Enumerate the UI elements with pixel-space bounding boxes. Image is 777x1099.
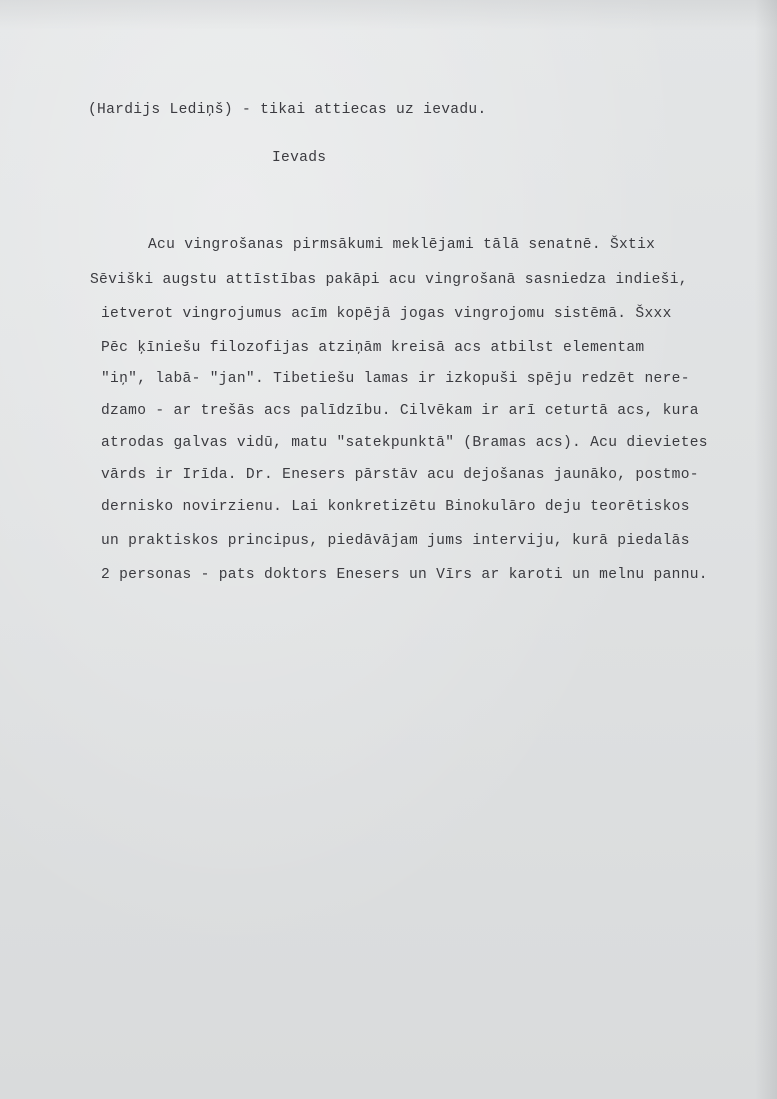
paper-edge-shadow xyxy=(755,0,777,1099)
body-line: dernisko novirzienu. Lai konkretizētu Binokulāro deju teorētiskos xyxy=(101,499,690,515)
document-title: Ievads xyxy=(272,150,327,166)
body-line: un praktiskos principus, piedāvājam jums interviju, kurā piedalās xyxy=(101,533,690,549)
body-line: Acu vingrošanas pirmsākumi meklējami tālā senatnē. Šxtix xyxy=(148,237,656,253)
document-header: (Hardijs Lediņš) - tikai attiecas uz ievadu. xyxy=(88,102,487,118)
body-line: Pēc ķīniešu filozofijas atziņām kreisā acs atbilst elementam xyxy=(101,340,645,356)
body-line: ietverot vingrojumus acīm kopējā jogas vingrojomu sistēmā. Šxxx xyxy=(101,306,672,322)
body-line: atrodas galvas vidū, matu "satekpunktā" (Bramas acs). Acu dievietes xyxy=(101,435,708,451)
body-line: dzamo - ar trešās acs palīdzību. Cilvēkam ir arī ceturtā acs, kura xyxy=(101,403,699,419)
body-line: vārds ir Irīda. Dr. Enesers pārstāv acu dejošanas jaunāko, postmo- xyxy=(101,467,699,483)
body-line: 2 personas - pats doktors Enesers un Vīrs ar karoti un melnu pannu. xyxy=(101,567,708,583)
paper-top-shade xyxy=(0,0,777,30)
body-line: "iņ", labā- "jan". Tibetiešu lamas ir izkopuši spēju redzēt nere- xyxy=(101,371,690,387)
body-line: Sēviški augstu attīstības pakāpi acu vingrošanā sasniedza indieši, xyxy=(90,272,688,288)
